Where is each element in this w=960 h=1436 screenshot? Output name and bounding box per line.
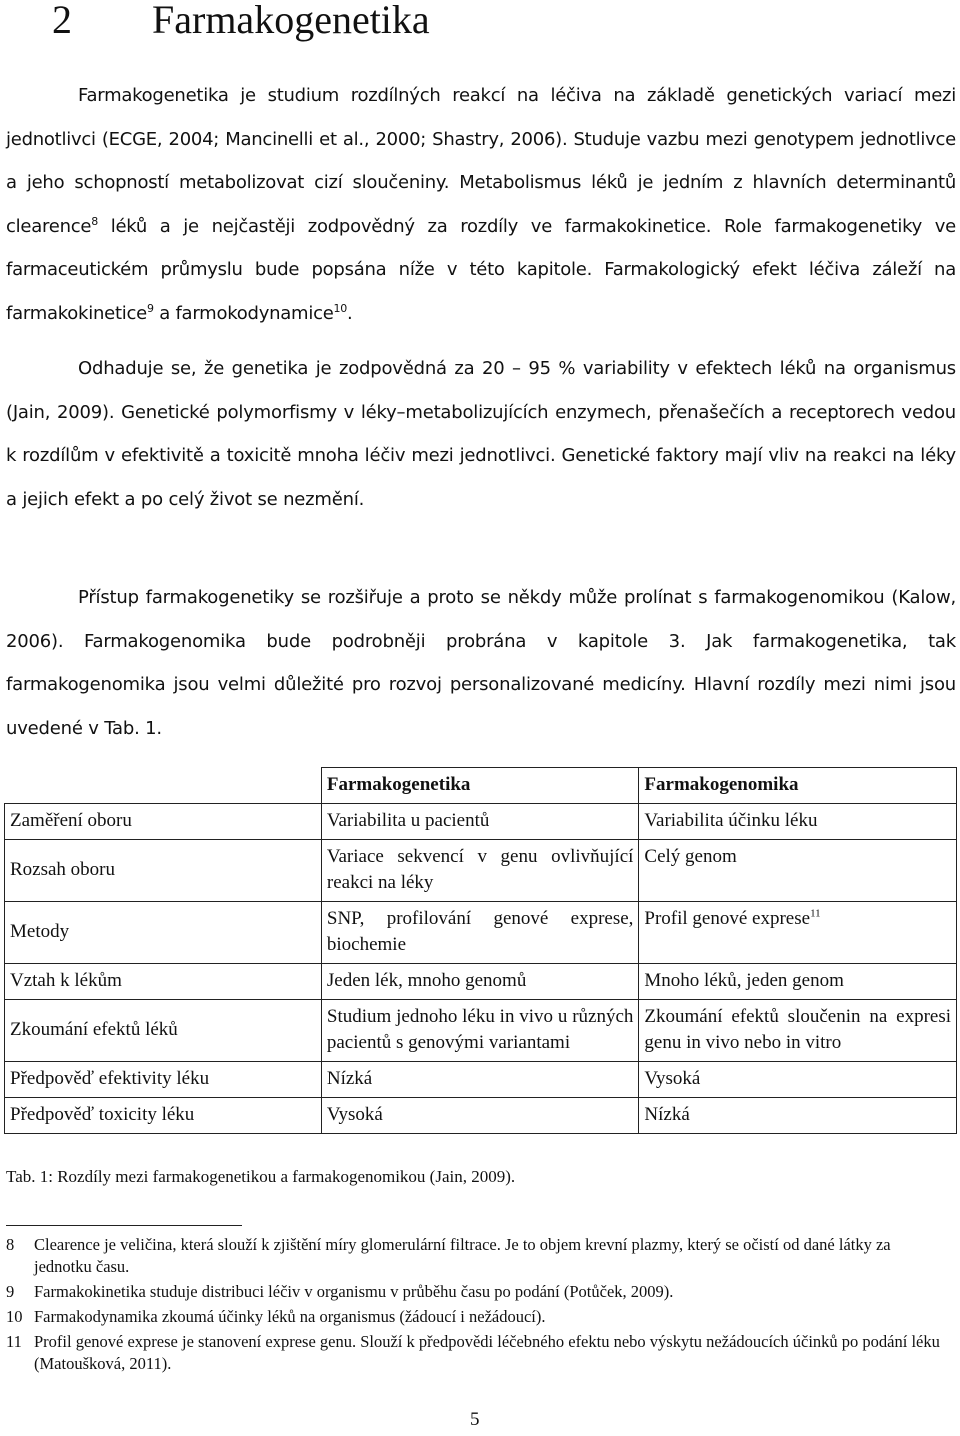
table-cell: Nízká: [639, 1098, 957, 1134]
table-row: [5, 1098, 957, 1134]
footnote-text: Clearence je veličina, která slouží k zjištění míry glomerulární filtrace. Je to objem krevní plazmy, který se očistí od dané látky za jednotku času.: [34, 1235, 891, 1276]
chapter-number: 2: [52, 0, 72, 42]
table-header-farmakogenetika: Farmakogenetika: [321, 768, 639, 804]
table-cell: Studium jednoho léku in vivo u různých pacientů s genovými variantami: [321, 1000, 639, 1062]
footnote-text: Farmakokinetika studuje distribuci léčiv v organismu v průběhu času po podání (Potůček, 2009).: [34, 1282, 674, 1301]
table-row: [5, 840, 957, 902]
footnote-separator: [6, 1225, 242, 1226]
footnote-ref-10: 10: [333, 301, 348, 315]
footnote-text: Farmakodynamika zkoumá účinky léků na organismus (žádoucí i nežádoucí).: [34, 1307, 546, 1326]
paragraph-1-part-a: Farmakogenetika je studium rozdílných reakcí na léčiva na základě genetických variací mezi jednotlivci (ECGE, 2004; Mancinelli et al., 2000; Shastry, 2006). Studuje vazbu mezi genotypem jednotlivce a jeho schopností metabolizovat cizí sloučeniny. Metabolismus léků je jedním z hlavních determinantů clearence: [6, 85, 956, 237]
row-label: Rozsah oboru: [5, 840, 322, 902]
table-header-farmakogenomika: Farmakogenomika: [639, 768, 957, 804]
chapter-heading: [52, 0, 430, 44]
footnote-item: [6, 1281, 946, 1303]
footnote-item: [6, 1306, 946, 1328]
table-row: [5, 964, 957, 1000]
footnote-ref-8: 8: [91, 214, 98, 228]
table-cell: Celý genom: [639, 840, 957, 902]
table-cell: Variabilita účinku léku: [639, 804, 957, 840]
footnote-number: 9: [6, 1282, 15, 1301]
table-cell: Zkoumání efektů sloučenin na expresi genu in vivo nebo in vitro: [639, 1000, 957, 1062]
table-cell: Variace sekvencí v genu ovlivňující reakci na léky: [321, 840, 639, 902]
table-cell: [639, 902, 957, 964]
table-cell-text: Profil genové exprese: [644, 908, 811, 929]
paragraph-1: [6, 74, 956, 335]
table-cell: Nízká: [321, 1062, 639, 1098]
table-cell: Vysoká: [321, 1098, 639, 1134]
paragraph-1-part-c: a farmokodynamice: [153, 302, 334, 324]
paragraph-2: Odhaduje se, že genetika je zodpovědná za 20 – 95 % variability v efektech léků na organismus (Jain, 2009). Genetické polymorfismy v léky–metabolizujících enzymech, přenašečích a receptorech vedou k rozdílům v efektivitě a toxicitě mnoha léčiv mezi jednotlivci. Genetické faktory mají vliv na reakci na léky a jejich efekt a po celý život se nezmění.: [6, 358, 956, 510]
footnote-ref-9: 9: [147, 301, 154, 315]
table-header-row: [5, 768, 957, 804]
row-label: Zaměření oboru: [5, 804, 322, 840]
paragraph-3: Přístup farmakogenetiky se rozšiřuje a proto se někdy může prolínat s farmakogenomikou (Kalow, 2006). Farmakogenomika bude podrobněji probrána v kapitole 3. Jak farmakogenetika, tak farmakogenomika jsou velmi důležité pro rozvoj personalizované medicíny. Hlavní rozdíly mezi nimi jsou uvedené v Tab. 1.: [6, 587, 956, 739]
footnotes-list: [6, 1234, 946, 1378]
table-row: [5, 1000, 957, 1062]
table-cell: SNP, profilování genové exprese, biochemie: [321, 902, 639, 964]
paragraph-1-part-d: .: [347, 302, 353, 324]
row-label: Předpověď toxicity léku: [5, 1098, 322, 1134]
table-row: [5, 902, 957, 964]
footnote-number: 11: [6, 1332, 22, 1351]
footnote-number: 8: [6, 1235, 15, 1254]
comparison-table: [4, 767, 957, 1134]
row-label: Metody: [5, 902, 322, 964]
row-label: Zkoumání efektů léků: [5, 1000, 322, 1062]
table-row: [5, 804, 957, 840]
table-cell: Variabilita u pacientů: [321, 804, 639, 840]
paragraph-1-part-b: léků a je nejčastěji zodpovědný za rozdíly ve farmakokinetice. Role farmakogenetiky ve farmaceutickém průmyslu bude popsána níže v této kapitole. Farmakologický efekt léčiva záleží na farmakokinetice: [6, 215, 956, 324]
chapter-title: Farmakogenetika: [152, 0, 430, 42]
footnote-item: [6, 1234, 946, 1278]
table-header-corner: [5, 768, 322, 804]
row-label: Předpověď efektivity léku: [5, 1062, 322, 1098]
footnote-number: 10: [6, 1307, 23, 1326]
row-label: Vztah k lékům: [5, 964, 322, 1000]
footnote-text: Profil genové exprese je stanovení exprese genu. Slouží k předpovědi léčebného efektu nebo výskytu nežádoucích účinků po podání léku (Matoušková, 2011).: [34, 1332, 940, 1373]
footnote-ref-11: 11: [810, 907, 821, 920]
table-cell: Vysoká: [639, 1062, 957, 1098]
table-cell: Mnoho léků, jeden genom: [639, 964, 957, 1000]
table-row: [5, 1062, 957, 1098]
page-number: 5: [470, 1409, 480, 1430]
table-caption: Tab. 1: Rozdíly mezi farmakogenetikou a farmakogenomikou (Jain, 2009).: [6, 1167, 516, 1186]
footnote-item: [6, 1331, 946, 1375]
table-cell: Jeden lék, mnoho genomů: [321, 964, 639, 1000]
